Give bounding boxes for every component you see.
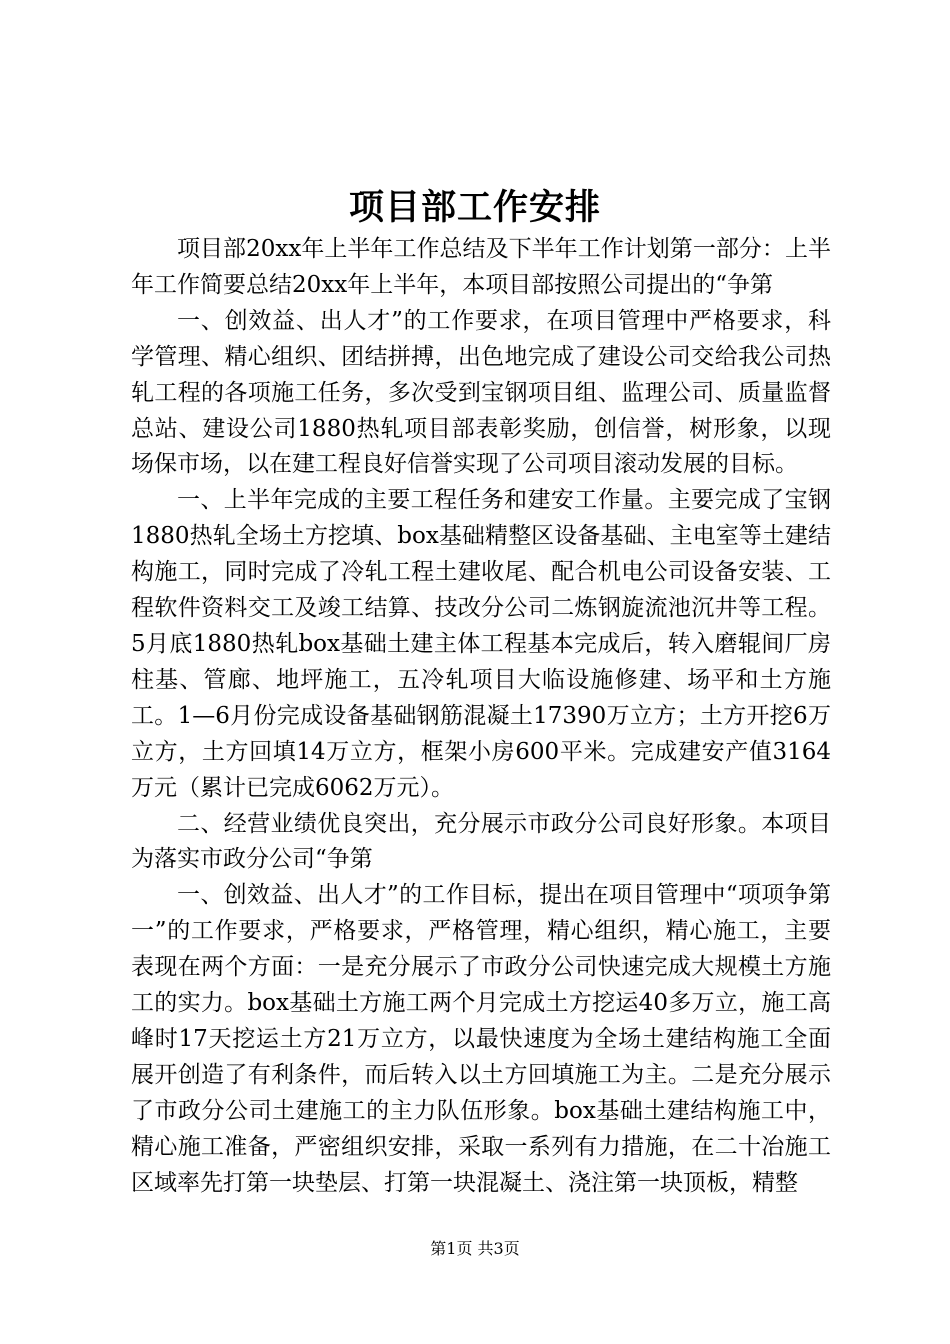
paragraph-2: 一、创效益、出人才”的工作要求，在项目管理中严格要求，科学管理、精心组织、团结拼搏，出色地完成了建设公司交给我公司热轧工程的各项施工任务，多次受到宝钢项目组、监理公司、质量监督总站、建设公司1880热轧项目部表彰奖励，创信誉，树形象，以现场保市场，以在建工程良好信誉实现了公司项目滚动发展的目标。: [131, 307, 831, 478]
paragraph-3: 一、上半年完成的主要工程任务和建安工作量。主要完成了宝钢1880热轧全场土方挖填、box基础精整区设备基础、主电室等土建结构施工，同时完成了冷轧工程土建收尾、配合机电公司设备安装、工程软件资料交工及竣工结算、技改分公司二炼钢旋流池沉井等工程。5月底1880热轧box基础土建主体工程基本完成后，转入磨辊间厂房柱基、管廊、地坪施工，五冷轧项目大临设施修建、场平和土方施工。1—6月份完成设备基础钢筋混凝土17390万立方；土方开挖6万立方，土方回填14万立方，框架小房600平米。完成建安产值3164万元（累计已完成6062万元）。: [131, 487, 831, 801]
paragraph-5: 一、创效益、出人才”的工作目标，提出在项目管理中“项项争第一”的工作要求，严格要求，严格管理，精心组织，精心施工，主要表现在两个方面：一是充分展示了市政分公司快速完成大规模土方施工的实力。box基础土方施工两个月完成土方挖运40多万立，施工高峰时17天挖运土方21万立方，以最快速度为全场土建结构施工全面展开创造了有利条件，而后转入以土方回填施工为主。二是充分展示了市政分公司土建施工的主力队伍形象。box基础土建结构施工中，精心施工准备，严密组织安排，采取一系列有力措施，在二十冶施工区域率先打第一块垫层、打第一块混凝土、浇注第一块顶板，精整: [131, 882, 831, 1196]
paragraph-4: 二、经营业绩优良突出，充分展示市政分公司良好形象。本项目为落实市政分公司“争第: [131, 810, 831, 873]
paragraph-1: 项目部20xx年上半年工作总结及下半年工作计划第一部分：上半年工作简要总结20xx年上半年，本项目部按照公司提出的“争第: [131, 236, 831, 298]
document-title: 项目部工作安排: [348, 187, 601, 228]
document-body: [131, 232, 831, 1201]
page-footer: 第1页 共3页: [430, 1239, 520, 1258]
